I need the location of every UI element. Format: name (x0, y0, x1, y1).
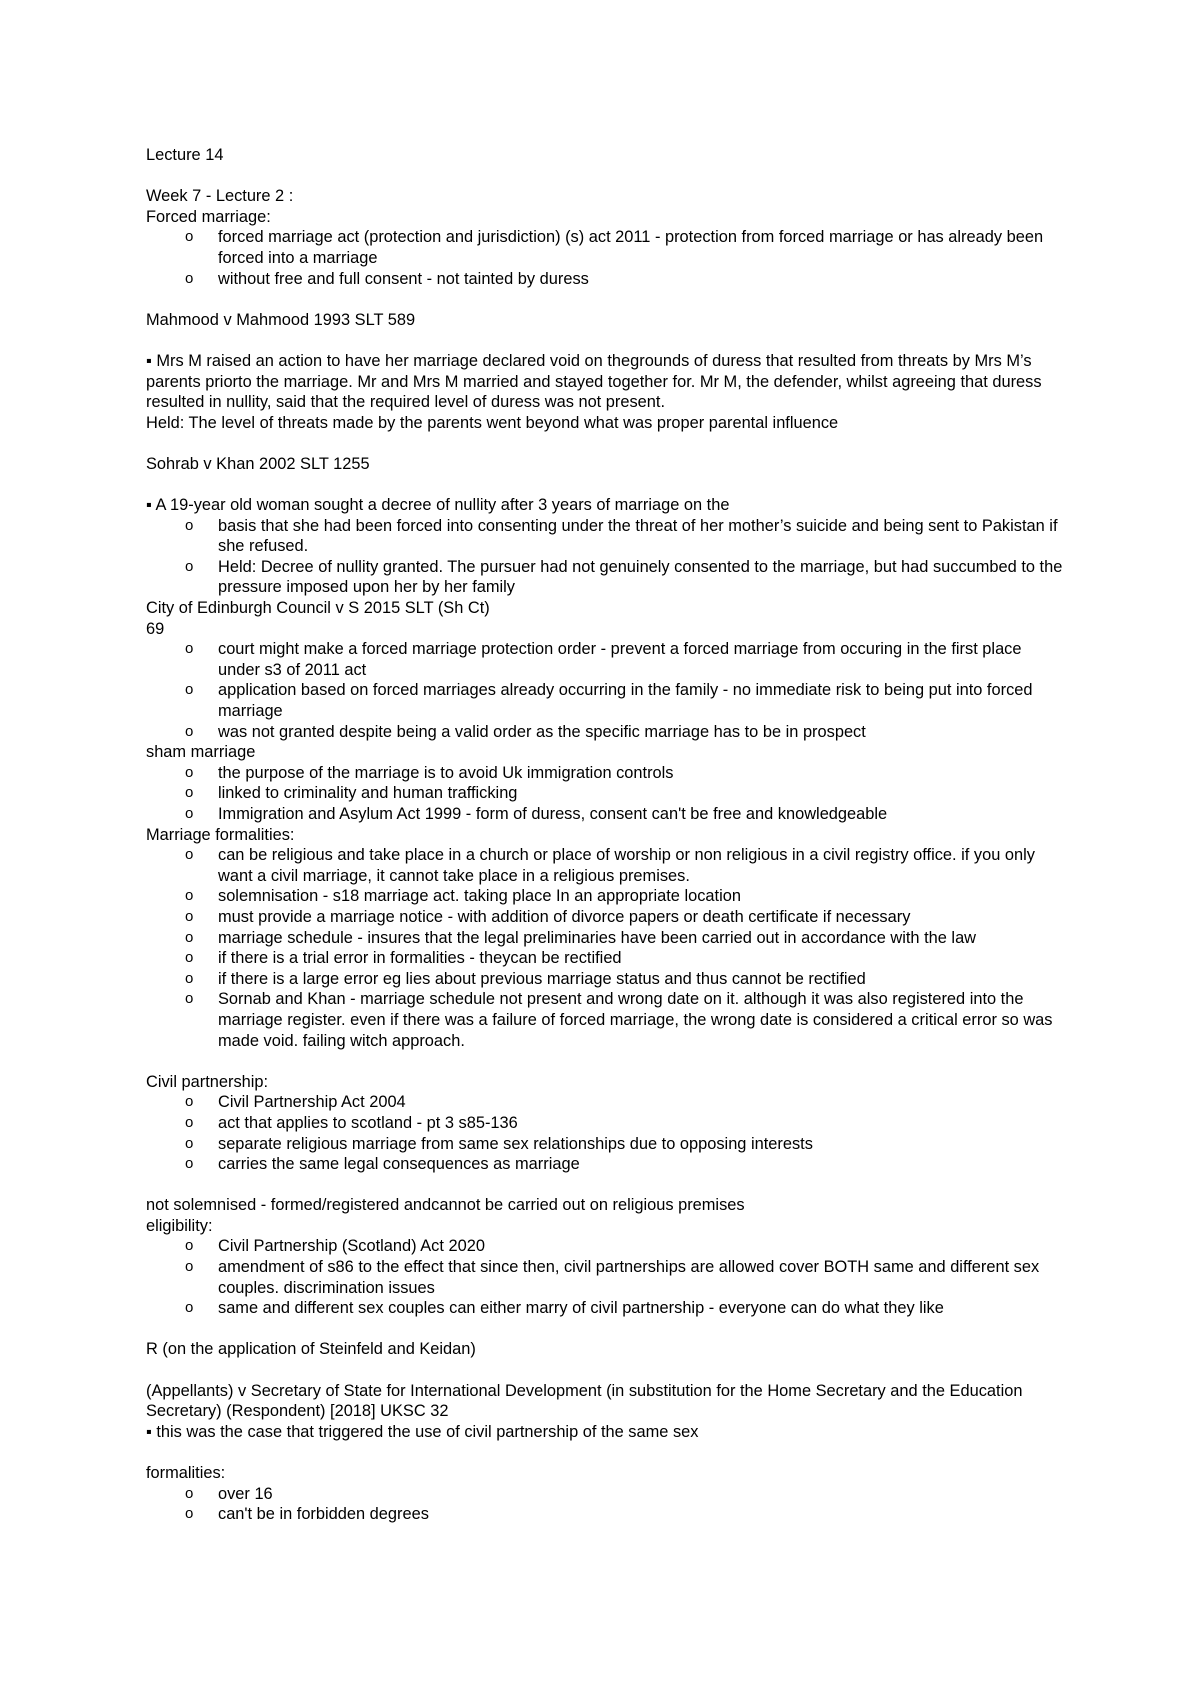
civil-partnership-heading: Civil partnership: (146, 1072, 269, 1091)
bullet-marker: o (185, 805, 194, 822)
bullet-marker: o (185, 846, 194, 864)
bullet-marker: o (185, 1155, 194, 1173)
bullet-marker: o (185, 681, 194, 699)
marriage-formalities-heading: Marriage formalities: (146, 825, 295, 844)
forced-marriage-heading: Forced marriage: (146, 207, 271, 226)
bullet-marker: o (185, 887, 194, 905)
bullet-marker: o (185, 269, 194, 287)
list-item: o over 16 (185, 1484, 273, 1503)
bullet-marker: o (185, 557, 194, 575)
bullet-marker: o (185, 228, 194, 246)
list-item: o amendment of s86 to the effect that since then, civil partnerships are allowed cover BOTH same and different sex couples. discrimination issues (185, 1258, 1040, 1297)
bullet-marker: o (185, 1299, 194, 1317)
case-held-mahmood: Held: The level of threats made by the parents went beyond what was proper parental influence (146, 413, 839, 432)
list-item: o carries the same legal consequences as marriage (185, 1155, 580, 1174)
formalities-heading: formalities: (146, 1464, 226, 1482)
list-item: o can be religious and take place in a church or place of worship or non religious in a civil registry office. if you only want a civil marriage, it cannot take place in a religious premises. (185, 846, 1035, 885)
list-item: o court might make a forced marriage protection order - prevent a forced marriage from occuring in the first place under s3 of 2011 act (185, 640, 1022, 679)
bullet-marker: o (185, 1484, 194, 1502)
forced-marriage-list (146, 227, 1066, 289)
case-name-sohrab: Sohrab v Khan 2002 SLT 1255 (146, 454, 370, 473)
lecture-title: Lecture 14 (146, 146, 224, 164)
sham-marriage-list (146, 763, 1066, 825)
case-name-steinfeld: R (on the application of Steinfeld and Keidan) (146, 1340, 476, 1359)
list-item: o separate religious marriage from same sex relationships due to opposing interests (185, 1134, 813, 1153)
list-item: o can't be in forbidden degrees (185, 1505, 429, 1524)
not-solemnised-note: not solemnised - formed/registered andcannot be carried out on religious premises (146, 1196, 745, 1215)
eligibility-list (146, 1236, 1066, 1318)
sohrab-list (146, 516, 1066, 598)
list-item: o without free and full consent - not tainted by duress (185, 269, 589, 288)
bullet-marker: o (185, 784, 194, 802)
case-name-steinfeld-cont: (Appellants) v Secretary of State for International Development (in substitution for the Home Secretary and the Education Secretary) (Respondent) [2018] UKSC 32 (146, 1381, 1028, 1421)
case-name-edinburgh: City of Edinburgh Council v S 2015 SLT (Sh Ct) (146, 599, 490, 618)
list-item: o forced marriage act (protection and jurisdiction) (s) act 2011 - protection from forced marriage or has already been forced into a marriage (185, 228, 1044, 267)
formalities-list (146, 1484, 1066, 1525)
eligibility-heading: eligibility: (146, 1216, 213, 1235)
list-item: o must provide a marriage notice - with addition of divorce papers or death certificate if necessary (185, 907, 911, 926)
list-item: o Immigration and Asylum Act 1999 - form of duress, consent can't be free and knowledgeable (185, 805, 888, 823)
list-item: o marriage schedule - insures that the legal preliminaries have been carried out in accordance with the law (185, 928, 977, 947)
bullet-marker: o (185, 763, 194, 781)
document-body (146, 145, 1066, 1525)
list-item: o solemnisation - s18 marriage act. taking place In an appropriate location (185, 887, 741, 906)
case-facts-mahmood: ▪ Mrs M raised an action to have her marriage declared void on thegrounds of duress that resulted from threats by Mrs M’s parents priorto the marriage. Mr and Mrs M married and stayed together for. Mr M, the defender, whilst agreeing that duress resulted in nullity, said that the required level of duress was not present. (146, 351, 1047, 412)
list-item: o Civil Partnership Act 2004 (185, 1093, 406, 1112)
case-intro-sohrab: ▪ A 19-year old woman sought a decree of nullity after 3 years of marriage on the (146, 496, 730, 515)
bullet-marker: o (185, 1237, 194, 1255)
list-item: o basis that she had been forced into consenting under the threat of her mother’s suicide and being sent to Pakistan if she refused. (185, 516, 1058, 556)
bullet-marker: o (185, 1505, 194, 1523)
bullet-marker: o (185, 640, 194, 658)
week-heading: Week 7 - Lecture 2 : (146, 187, 294, 206)
bullet-marker: o (185, 1258, 194, 1276)
list-item: o Sornab and Khan - marriage schedule not present and wrong date on it. although it was also registered into the marriage register. even if there was a failure of forced marriage, the wrong date is considered a critical error so was made void. failing witch approach. (185, 990, 1053, 1050)
bullet-marker: o (185, 1134, 194, 1152)
bullet-marker: o (185, 969, 194, 987)
bullet-marker: o (185, 722, 194, 740)
bullet-marker: o (185, 990, 194, 1008)
case-note-steinfeld: ▪ this was the case that triggered the use of civil partnership of the same sex (146, 1422, 699, 1441)
list-item: o was not granted despite being a valid order as the specific marriage has to be in prospect (185, 722, 866, 741)
list-item: o act that applies to scotland - pt 3 s85-136 (185, 1113, 518, 1132)
list-item: o the purpose of the marriage is to avoid Uk immigration controls (185, 763, 674, 782)
list-item: o Held: Decree of nullity granted. The pursuer had not genuinely consented to the marriage, but had succumbed to the pressure imposed upon her by her family (185, 557, 1063, 597)
list-item: o if there is a large error eg lies about previous marriage status and thus cannot be rectified (185, 969, 866, 988)
bullet-marker: o (185, 1113, 194, 1131)
sham-marriage-heading: sham marriage (146, 743, 256, 762)
marriage-formalities-list (146, 845, 1066, 1051)
bullet-marker: o (185, 516, 194, 534)
list-item: o application based on forced marriages already occurring in the family - no immediate risk to being put into forced marriage (185, 681, 1033, 721)
list-item: o Civil Partnership (Scotland) Act 2020 (185, 1237, 485, 1256)
case-name-mahmood: Mahmood v Mahmood 1993 SLT 589 (146, 310, 416, 329)
bullet-marker: o (185, 907, 194, 925)
civil-partnership-list (146, 1092, 1066, 1174)
bullet-marker: o (185, 928, 194, 946)
bullet-marker: o (185, 949, 194, 967)
case-name-edinburgh-cont: 69 (146, 619, 165, 638)
bullet-marker: o (185, 1093, 194, 1111)
list-item: o if there is a trial error in formalities - theycan be rectified (185, 949, 622, 968)
list-item: o linked to criminality and human trafficking (185, 784, 518, 803)
list-item: o same and different sex couples can either marry of civil partnership - everyone can do what they like (185, 1299, 944, 1318)
edinburgh-list (146, 639, 1066, 742)
